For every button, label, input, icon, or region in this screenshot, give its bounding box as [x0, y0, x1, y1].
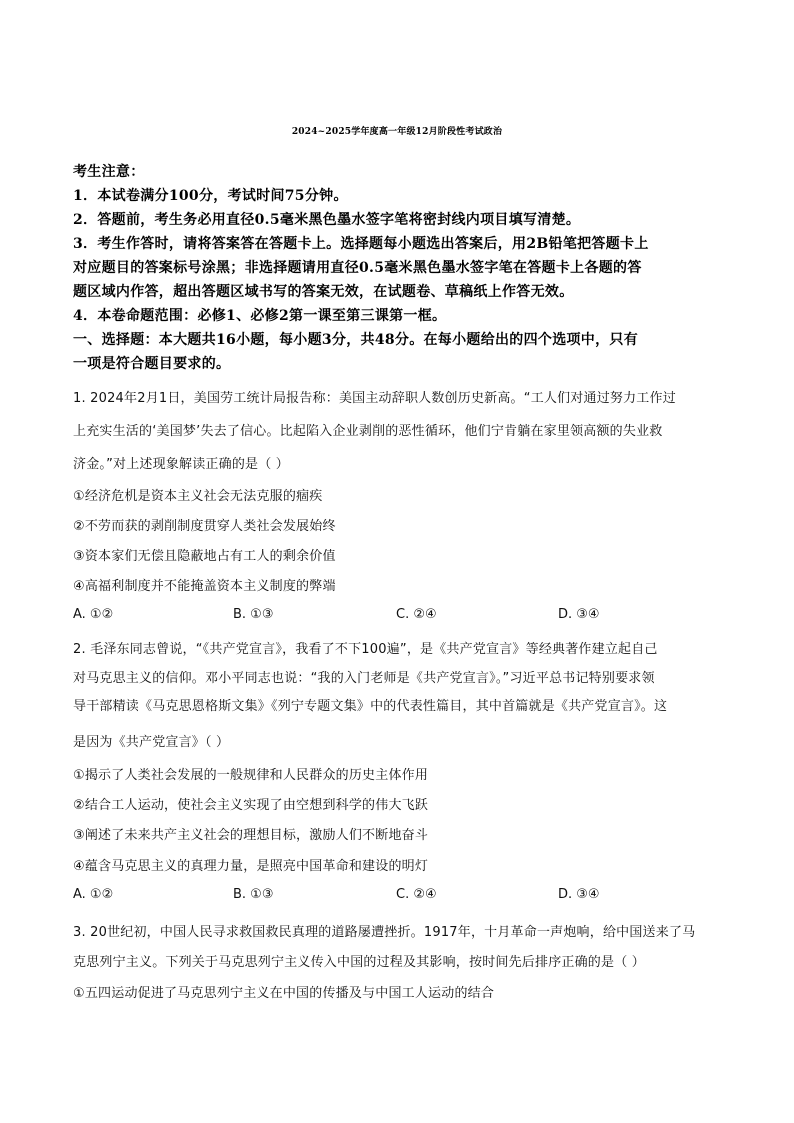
option-d: D. ③④: [558, 607, 600, 622]
statement-3: ③阐述了未来共产主义社会的理想目标，激励人们不断地奋斗: [73, 828, 429, 843]
answer-options: [73, 887, 733, 907]
notice-item-2: 2．答题前，考生务必用直径0.5毫米黑色墨水签字笔将密封线内项目填写清楚。: [73, 212, 581, 228]
statement-4: ④高福利制度并不能掩盖资本主义制度的弊端: [73, 579, 336, 594]
statement-1: ①五四运动促进了马克思列宁主义在中国的传播及与中国工人运动的结合: [73, 986, 495, 1001]
notice-item-1: 1．本试卷满分100分，考试时间75分钟。: [73, 188, 348, 204]
section-heading: 一、选择题：本大题共16小题，每小题3分，共48分。在每小题给出的四个选项中，只有: [73, 332, 639, 348]
notice-item-4: 4．本卷命题范围：必修1、必修2第一课至第三课第一框。: [73, 308, 447, 324]
notice-item-3-cont: 对应题目的答案标号涂黑；非选择题请用直径0.5毫米黑色墨水签字笔在答题卡上各题的答: [73, 260, 642, 276]
question-stem-line: 导干部精读《马克思恩格斯文集》《列宁专题文集》中的代表性篇目，其中首篇就是《共产党宣言》。这: [73, 699, 668, 714]
question-stem-line: 2. 毛泽东同志曾说，“《共产党宣言》，我看了不下100遍”，是《共产党宣言》等经典著作建立起自己: [73, 642, 658, 657]
statement-4: ④蕴含马克思主义的真理力量，是照亮中国革命和建设的明灯: [73, 859, 429, 874]
option-a: A. ①②: [73, 887, 114, 902]
option-b: B. ①③: [233, 607, 274, 622]
question-stem-line: 济金。”对上述现象解读正确的是（ ）: [73, 457, 289, 472]
notice-heading: 考生注意：: [73, 164, 145, 180]
notice-item-3-cont: 题区域内作答，超出答题区域书写的答案无效，在试题卷、草稿纸上作答无效。: [73, 284, 574, 300]
option-c: C. ②④: [396, 887, 437, 902]
exam-notice: [73, 160, 733, 376]
option-c: C. ②④: [396, 607, 437, 622]
page-title: 2024~2025学年度高一年级12月阶段性考试政治: [291, 127, 503, 137]
option-d: D. ③④: [558, 887, 600, 902]
statement-1: ①经济危机是资本主义社会无法克服的痼疾: [73, 489, 323, 504]
statement-2: ②结合工人运动，使社会主义实现了由空想到科学的伟大飞跃: [73, 798, 429, 813]
answer-options: [73, 607, 733, 627]
question-stem-line: 克思列宁主义。下列关于马克思列宁主义传入中国的过程及其影响，按时间先后排序正确的是（ ）: [73, 955, 645, 970]
statement-3: ③资本家们无偿且隐蔽地占有工人的剩余价值: [73, 549, 336, 564]
question-stem-line: 是因为《共产党宣言》（ ）: [73, 735, 230, 750]
statement-1: ①揭示了人类社会发展的一般规律和人民群众的历史主体作用: [73, 768, 429, 783]
option-a: A. ①②: [73, 607, 114, 622]
question-stem-line: 1. 2024年2月1日，美国劳工统计局报告称：美国主动辞职人数创历史新高。“工人们对通过努力工作过: [73, 391, 676, 406]
notice-item-3: 3．考生作答时，请将答案答在答题卡上。选择题每小题选出答案后，用2B铅笔把答题卡上: [73, 236, 649, 252]
statement-2: ②不劳而获的剥削制度贯穿人类社会发展始终: [73, 519, 336, 534]
question-stem-line: 对马克思主义的信仰。邓小平同志也说：“我的入门老师是《共产党宣言》。”习近平总书记特别要求领: [73, 671, 655, 686]
section-heading-cont: 一项是符合题目要求的。: [73, 356, 231, 372]
option-b: B. ①③: [233, 887, 274, 902]
question-stem-line: 3. 20世纪初，中国人民寻求救国救民真理的道路屡遭挫折。1917年，十月革命一声炮响，给中国送来了马: [73, 925, 696, 940]
question-stem-line: 上充实生活的‘美国梦’失去了信心。比起陷入企业剥削的恶性循环，他们宁肯躺在家里领高额的失业救: [73, 424, 663, 439]
